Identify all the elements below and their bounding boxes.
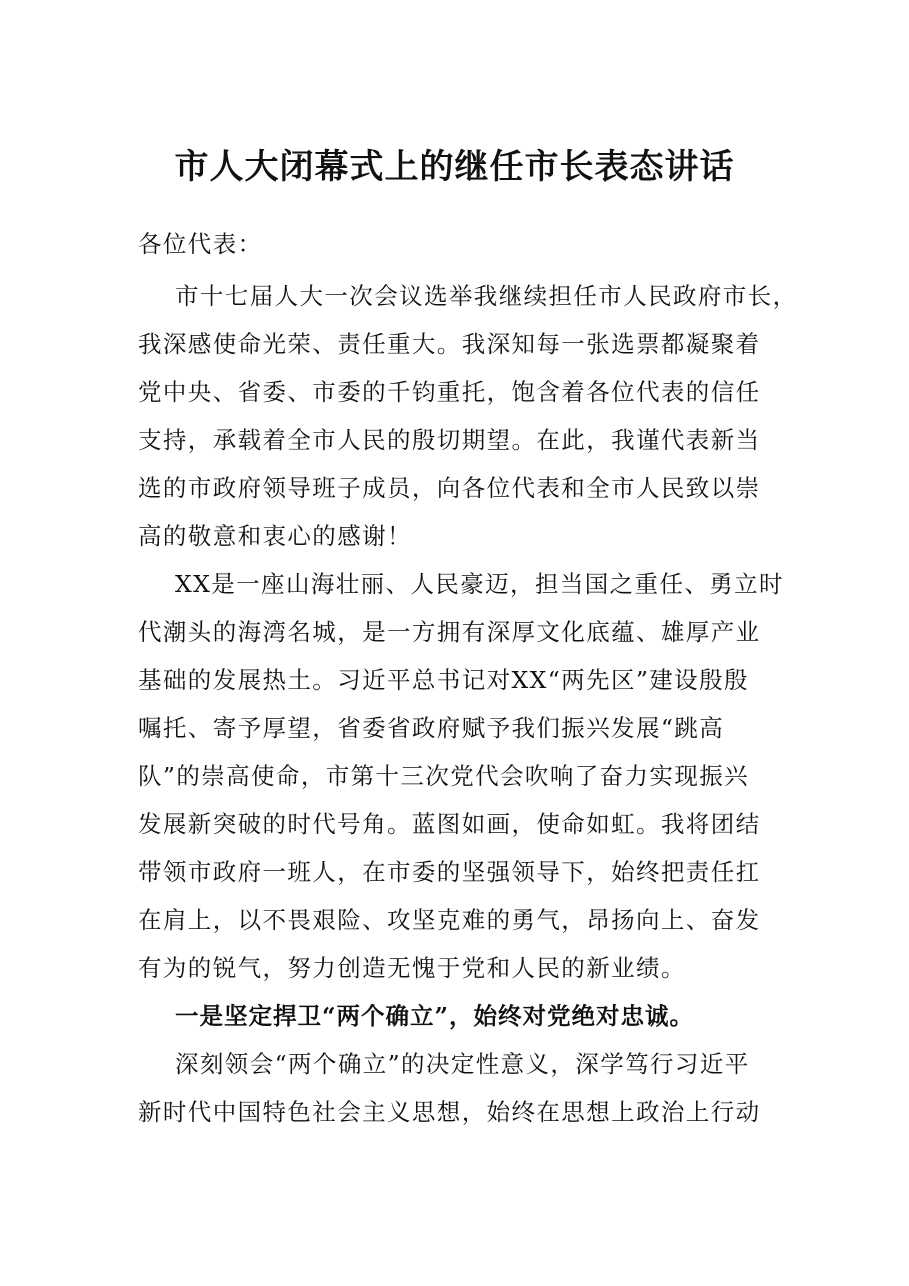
paragraph-line: 队”的崇高使命，市第十三次党代会吹响了奋力实现振兴 xyxy=(138,762,750,790)
paragraph-line: 带领市政府一班人，在市委的坚强领导下，始终把责任扛 xyxy=(138,858,761,886)
document-body xyxy=(138,220,798,1136)
salutation: 各位代表： xyxy=(138,230,263,258)
paragraph-line: 高的敬意和衷心的感谢！ xyxy=(138,522,412,550)
paragraph-line: 党中央、省委、市委的千钧重托，饱含着各位代表的信任 xyxy=(138,378,761,406)
paragraph-line: 在肩上，以不畏艰险、攻坚克难的勇气，昂扬向上、奋发 xyxy=(138,906,761,934)
paragraph-line: 基础的发展热土。习近平总书记对XX“两先区”建设殷殷 xyxy=(138,666,749,694)
paragraph-line: 选的市政府领导班子成员，向各位代表和全市人民致以崇 xyxy=(138,474,761,502)
paragraph-line: 支持，承载着全市人民的殷切期望。在此，我谨代表新当 xyxy=(138,426,761,454)
paragraph-line: XX是一座山海壮丽、人民豪迈，担当国之重任、勇立时 xyxy=(175,570,784,598)
document-title: 市人大闭幕式上的继任市长表态讲话 xyxy=(174,147,735,187)
paragraph-line: 嘱托、寄予厚望，省委省政府赋予我们振兴发展“跳高 xyxy=(138,714,725,742)
section-heading: 一是坚定捍卫“两个确立”，始终对党绝对忠诚。 xyxy=(175,1002,695,1030)
paragraph-line: 新时代中国特色社会主义思想，始终在思想上政治上行动 xyxy=(138,1098,761,1126)
paragraph-line: 市十七届人大一次会议选举我继续担任市人民政府市长， xyxy=(175,282,798,310)
paragraph-line: 发展新突破的时代号角。蓝图如画，使命如虹。我将团结 xyxy=(138,810,761,838)
paragraph-line: 代潮头的海湾名城，是一方拥有深厚文化底蕴、雄厚产业 xyxy=(138,618,761,646)
paragraph-line: 有为的锐气，努力创造无愧于党和人民的新业绩。 xyxy=(138,954,686,982)
paragraph-line: 深刻领会“两个确立”的决定性意义，深学笃行习近平 xyxy=(175,1050,750,1078)
paragraph-line: 我深感使命光荣、责任重大。我深知每一张选票都凝聚着 xyxy=(138,330,761,358)
